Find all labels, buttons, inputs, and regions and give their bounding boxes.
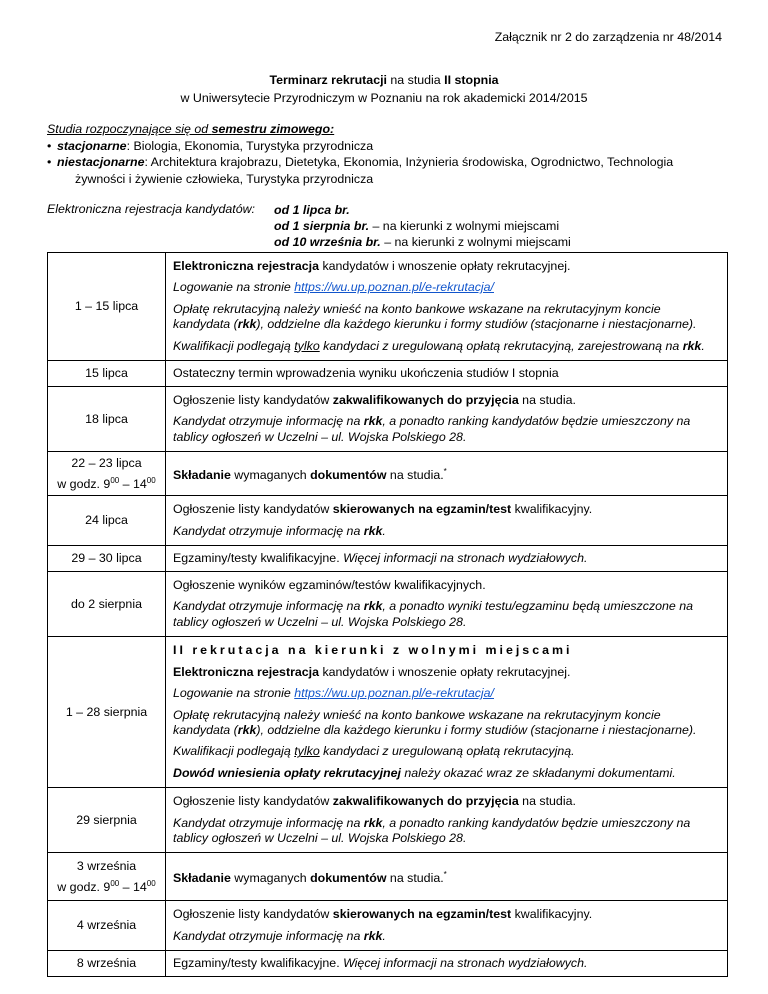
row-date: 29 sierpnia [48,788,166,853]
elreg-dates: od 1 lipca br. od 1 sierpnia br. – na kierunki z wolnymi miejscami od 10 września br. – na kierunki z wolnymi miejscami [274,203,571,249]
page-title: Terminarz rekrutacji na studia II stopnia [269,73,499,87]
row-date: 1 – 15 lipca [48,253,166,361]
section-heading: II rekrutacja na kierunki z wolnymi miejscami [173,643,573,658]
row-date: 29 – 30 lipca [48,546,166,572]
table-row [48,452,728,496]
table-row [48,546,728,572]
table-row [48,853,728,901]
row-desc: II rekrutacja na kierunki z wolnymi miejscami Elektroniczna rejestracja kandydatów i wnoszenie opłaty rekrutacyjnej. Logowanie na stronie https://wu.up.poznan.pl/e-rekrutacja/ Opłatę rekrutacyjną należy wnieść na konto bankowe wskazane na rekrutacyjnym koncie kandydata (rkk), oddzielne dla każdego kierunku i formy studiów (stacjonarne i niestacjonarne). Kwalifikacji podlegają tylko kandydaci z uregulowaną opłatą rekrutacyjną. Dowód wniesienia opłaty rekrutacyjnej należy okazać wraz ze składanymi dokumentami. [166,637,728,788]
row-desc: Ogłoszenie listy kandydatów skierowanych na egzamin/test kwalifikacyjny. Kandydat otrzymuje informację na rkk. [166,901,728,951]
erekrutacja-link[interactable]: https://wu.up.poznan.pl/e-rekrutacja/ [294,686,494,701]
row-desc: Ogłoszenie listy kandydatów zakwalifikowanych do przyjęcia na studia. Kandydat otrzymuje informację na rkk, a ponadto ranking kandydatów będzie umieszczony na tablicy ogłoszeń w Uczelni – ul. Wojska Polskiego 28. [166,387,728,452]
table-row [48,788,728,853]
table-row [48,361,728,387]
table-row [48,901,728,951]
row-desc: Egzaminy/testy kwalifikacyjne. Więcej informacji na stronach wydziałowych. [166,546,728,572]
niestac-list: • niestacjonarne: Architektura krajobrazu, Dietetyka, Ekonomia, Inżynieria środowiska, Ogrodnictwo, Technologia [47,155,674,169]
niestac-list-cont: żywności i żywienie człowieka, Turystyka przyrodnicza [75,171,374,186]
table-row [48,637,728,788]
elreg-label: Elektroniczna rejestracja kandydatów: [47,202,255,216]
studia-intro: Studia rozpoczynające się od semestru zimowego: [47,122,335,136]
row-desc: Ostateczny termin wprowadzenia wyniku ukończenia studiów I stopnia [166,361,728,387]
table-row [48,496,728,546]
row-date: do 2 sierpnia [48,572,166,637]
row-date: 18 lipca [48,387,166,452]
erekrutacja-link[interactable]: https://wu.up.poznan.pl/e-rekrutacja/ [294,280,494,295]
row-date: 24 lipca [48,496,166,546]
stac-list: • stacjonarne: Biologia, Ekonomia, Turystyka przyrodnicza [47,138,374,153]
schedule-table [47,252,728,977]
row-desc: Ogłoszenie wyników egzaminów/testów kwalifikacyjnych. Kandydat otrzymuje informację na rkk, a ponadto wyniki testu/egzaminu będą umieszczone na tablicy ogłoszeń w Uczelni – ul. Wojska Polskiego 28. [166,572,728,637]
row-date: 1 – 28 sierpnia [48,637,166,788]
row-date: 15 lipca [48,361,166,387]
row-desc: Składanie wymaganych dokumentów na studia.* [166,853,728,901]
row-desc: Egzaminy/testy kwalifikacyjne. Więcej informacji na stronach wydziałowych. [166,951,728,977]
row-date: 8 września [48,951,166,977]
table-row [48,387,728,452]
table-row [48,253,728,361]
table-row [48,572,728,637]
row-date: 22 – 23 lipca w godz. $9^{00} - 14^{00}$ [48,452,166,496]
row-desc: Elektroniczna rejestracja kandydatów i wnoszenie opłaty rekrutacyjnej. Logowanie na stronie https://wu.up.poznan.pl/e-rekrutacja/ Opłatę rekrutacyjną należy wnieść na konto bankowe wskazane na rekrutacyjnym koncie kandydata (rkk), oddzielne dla każdego kierunku i formy studiów (stacjonarne i niestacjonarne). Kwalifikacji podlegają tylko kandydaci z uregulowaną opłatą rekrutacyjną, zarejestrowaną na rkk. [166,253,728,361]
row-date: 3 września w godz. $9^{00} - 14^{00}$ [48,853,166,901]
annex-note: Załącznik nr 2 do zarządzenia nr 48/2014 [494,30,722,44]
row-date: 4 września [48,901,166,951]
row-desc: Składanie wymaganych dokumentów na studia.* [166,452,728,496]
row-desc: Ogłoszenie listy kandydatów skierowanych na egzamin/test kwalifikacyjny. Kandydat otrzymuje informację na rkk. [166,496,728,546]
page-subtitle: w Uniwersytecie Przyrodniczym w Poznaniu na rok akademicki 2014/2015 [180,91,588,105]
row-desc: Ogłoszenie listy kandydatów zakwalifikowanych do przyjęcia na studia. Kandydat otrzymuje informację na rkk, a ponadto ranking kandydatów będzie umieszczony na tablicy ogłoszeń w Uczelni – ul. Wojska Polskiego 28. [166,788,728,853]
study-programs [47,121,727,187]
table-row [48,951,728,977]
